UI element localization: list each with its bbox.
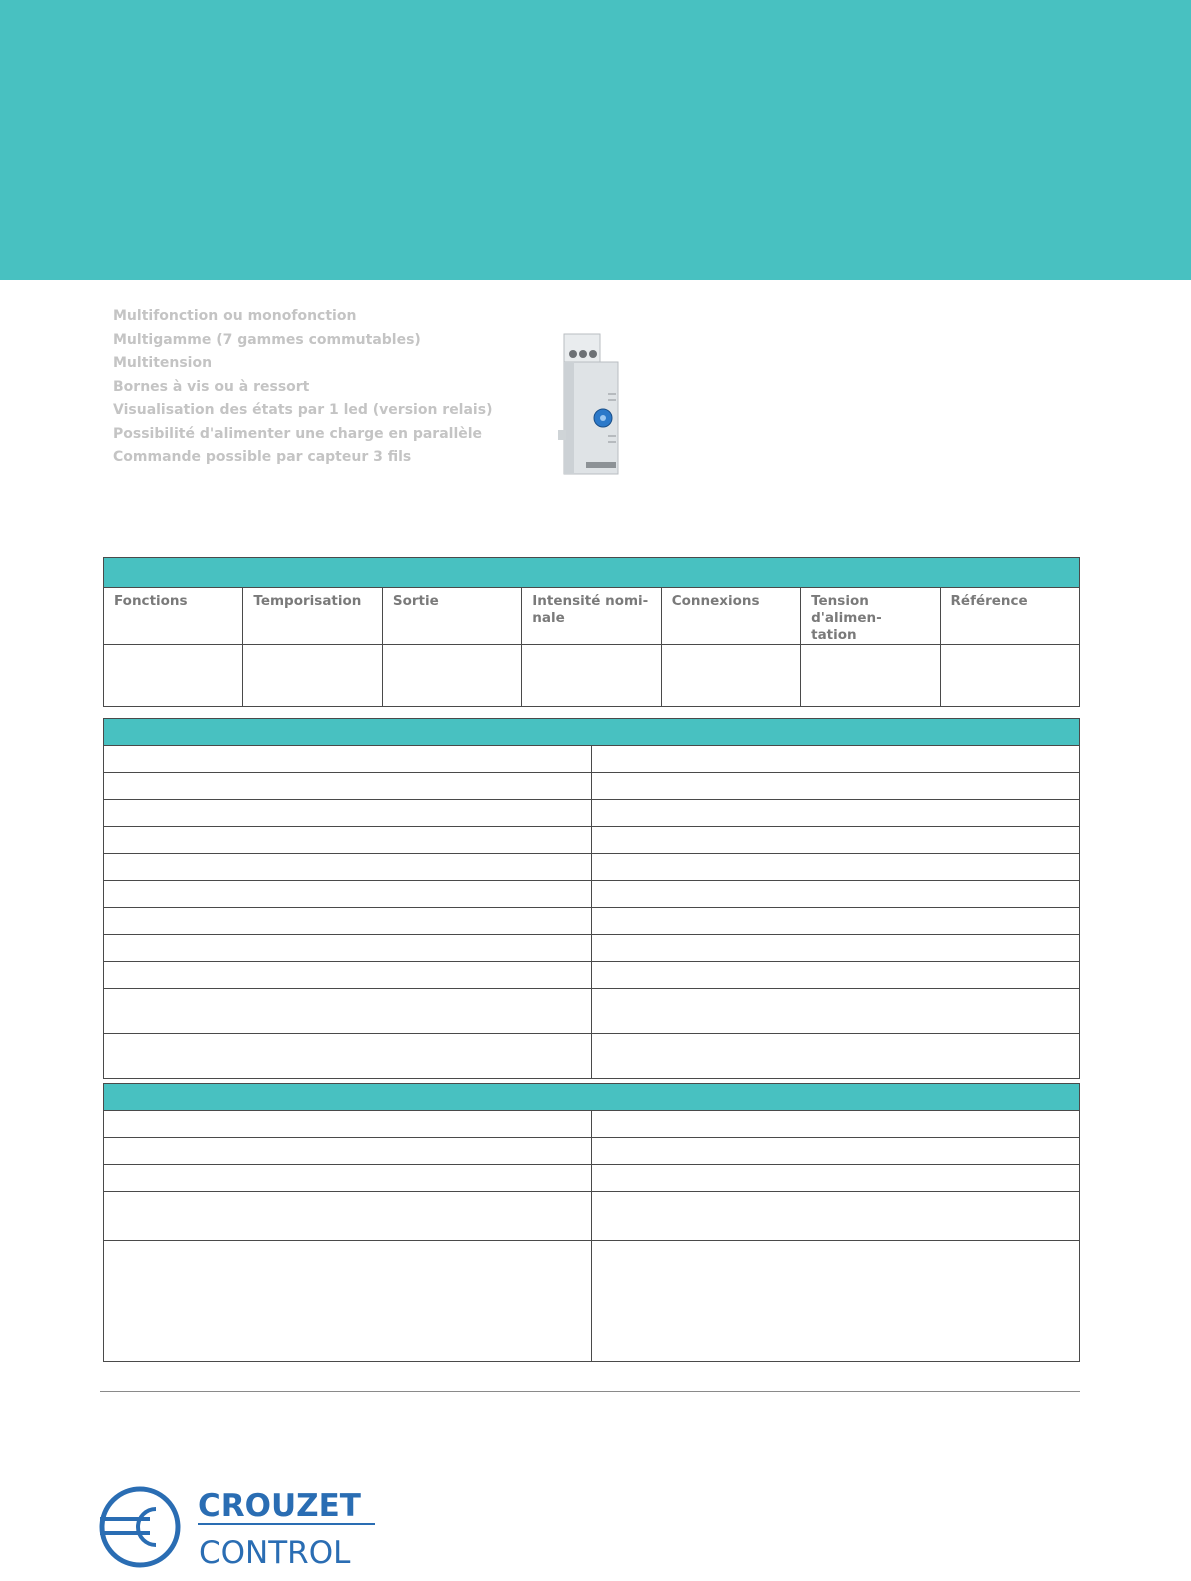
table-row xyxy=(104,962,1080,989)
table-cell xyxy=(104,989,592,1034)
feature-item: Multifonction ou monofonction xyxy=(113,308,357,324)
table-cell xyxy=(104,962,592,989)
table-cell xyxy=(592,1192,1080,1241)
feature-item: Bornes à vis ou à ressort xyxy=(113,378,310,395)
table-cell xyxy=(592,1034,1080,1079)
table-cell xyxy=(592,989,1080,1034)
col-header-fonctions: Fonctions xyxy=(104,588,243,645)
feature-item: Possibilité d'alimenter une charge en parallèle xyxy=(113,425,483,442)
table-cell xyxy=(592,827,1080,854)
table-cell xyxy=(592,881,1080,908)
table-cell xyxy=(104,1034,592,1079)
table-cell xyxy=(104,1192,592,1241)
table-cell xyxy=(801,645,940,707)
col-header-intensite: Intensité nomi- nale xyxy=(522,588,661,645)
table-cell xyxy=(592,1165,1080,1192)
col-header-tension: Tension d'alimen- tation xyxy=(801,588,940,645)
selection-table-header xyxy=(104,558,1080,588)
table-cell xyxy=(104,645,243,707)
feature-item: Visualisation des états par 1 led (version relais) xyxy=(113,402,493,418)
table-cell xyxy=(104,1165,592,1192)
table-row xyxy=(104,746,1080,773)
svg-text:CROUZET: CROUZET xyxy=(198,1488,361,1524)
table-cell xyxy=(104,1138,592,1165)
svg-text:CONTROL: CONTROL xyxy=(199,1535,351,1571)
table-cell xyxy=(592,800,1080,827)
feature-item: Multitension xyxy=(113,355,213,371)
table-cell xyxy=(592,773,1080,800)
table-cell xyxy=(104,746,592,773)
specifications-table-2 xyxy=(103,1083,1080,1362)
table-cell xyxy=(104,935,592,962)
table-cell xyxy=(243,645,382,707)
table-row xyxy=(104,1241,1080,1362)
table-row xyxy=(104,1138,1080,1165)
crouzet-control-logo xyxy=(98,1483,388,1573)
col-header-reference: Référence xyxy=(940,588,1079,645)
feature-item: Multigamme (7 gammes commutables) xyxy=(113,331,421,348)
product-image-timer-relay xyxy=(556,330,626,482)
table-cell xyxy=(104,1241,592,1362)
col-header-temporisation: Temporisation xyxy=(243,588,382,645)
table-cell xyxy=(592,908,1080,935)
footer-divider xyxy=(100,1391,1080,1392)
table-row xyxy=(104,1111,1080,1138)
table-cell xyxy=(592,1241,1080,1362)
table-row xyxy=(104,1034,1080,1079)
table-row xyxy=(104,1192,1080,1241)
feature-item: Commande possible par capteur 3 fils xyxy=(113,449,412,465)
table-cell xyxy=(592,1138,1080,1165)
table-cell xyxy=(104,908,592,935)
table-cell xyxy=(104,773,592,800)
selection-table xyxy=(103,557,1080,707)
table-cell xyxy=(592,962,1080,989)
col-header-connexions: Connexions xyxy=(661,588,800,645)
header-banner xyxy=(0,0,1191,280)
spec-table-header xyxy=(104,719,1080,746)
table-cell xyxy=(661,645,800,707)
table-cell xyxy=(522,645,661,707)
table-row xyxy=(104,773,1080,800)
table-cell xyxy=(592,935,1080,962)
table-row xyxy=(104,881,1080,908)
table-cell xyxy=(104,1111,592,1138)
table-cell xyxy=(382,645,521,707)
table-row xyxy=(104,800,1080,827)
table-row xyxy=(104,989,1080,1034)
spec-table-header xyxy=(104,1084,1080,1111)
table-cell xyxy=(104,800,592,827)
table-cell xyxy=(104,881,592,908)
table-cell xyxy=(592,1111,1080,1138)
table-row xyxy=(104,1165,1080,1192)
table-cell xyxy=(104,854,592,881)
specifications-table-1 xyxy=(103,718,1080,1079)
feature-list xyxy=(113,305,492,470)
col-header-sortie: Sortie xyxy=(382,588,521,645)
table-cell xyxy=(592,854,1080,881)
table-cell xyxy=(104,827,592,854)
table-row xyxy=(104,908,1080,935)
table-cell xyxy=(592,746,1080,773)
table-row xyxy=(104,827,1080,854)
table-row xyxy=(104,935,1080,962)
table-cell xyxy=(940,645,1079,707)
table-row xyxy=(104,854,1080,881)
